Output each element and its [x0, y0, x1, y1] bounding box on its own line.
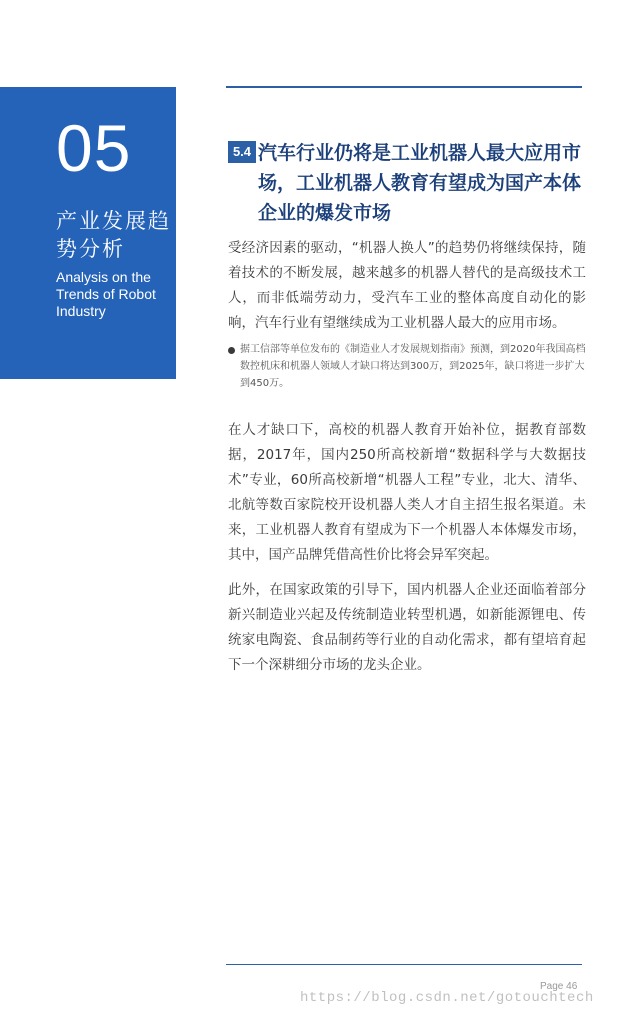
section-number-badge: 5.4: [228, 141, 256, 163]
watermark-url: https://blog.csdn.net/gotouchtech: [300, 990, 594, 1006]
chapter-title-cn: 产业发展趋势分析: [56, 209, 171, 261]
section-title: 汽车行业仍将是工业机器人最大应用市场，工业机器人教育有望成为国产本体企业的爆发市场: [258, 142, 582, 224]
chapter-number: 05: [56, 111, 132, 185]
bullet-icon: [228, 347, 235, 354]
bottom-divider: [226, 964, 582, 965]
paragraph-3: 此外，在国家政策的引导下，国内机器人企业还面临着部分新兴制造业兴起及传统制造业转型机遇，如新能源锂电、传统家电陶瓷、食品制药等行业的自动化需求，都有望培育起下一个深耕细分市场的龙头企业。: [228, 582, 586, 673]
paragraph-2: 在人才缺口下，高校的机器人教育开始补位，据教育部数据，2017年，国内250所高校新增“数据科学与大数据技术”专业，60所高校新增“机器人工程”专业，北大、清华、北航等数百家院校开设机器人类人才自主招生报名渠道。未来，工业机器人教育有望成为下一个机器人本体爆发市场，其中，国产品牌凭借高性价比将会异军突起。: [228, 422, 586, 563]
chapter-panel: [0, 87, 176, 379]
footnote-text: 据工信部等单位发布的《制造业人才发展规划指南》预测，到2020年我国高档数控机床和机器人领域人才缺口将达到300万，到2025年，缺口将进一步扩大到450万。: [240, 344, 586, 389]
chapter-title-en: Analysis on the Trends of Robot Industry: [56, 269, 156, 319]
page-number: Page 46: [540, 981, 578, 992]
paragraph-1: 受经济因素的驱动，“机器人换人”的趋势仍将继续保持，随着技术的不断发展，越来越多的机器人替代的是高级技术工人，而非低端劳动力，受汽车工业的整体高度自动化的影响，汽车行业有望继续成为工业机器人最大的应用市场。: [228, 240, 586, 331]
top-divider: [226, 86, 582, 88]
